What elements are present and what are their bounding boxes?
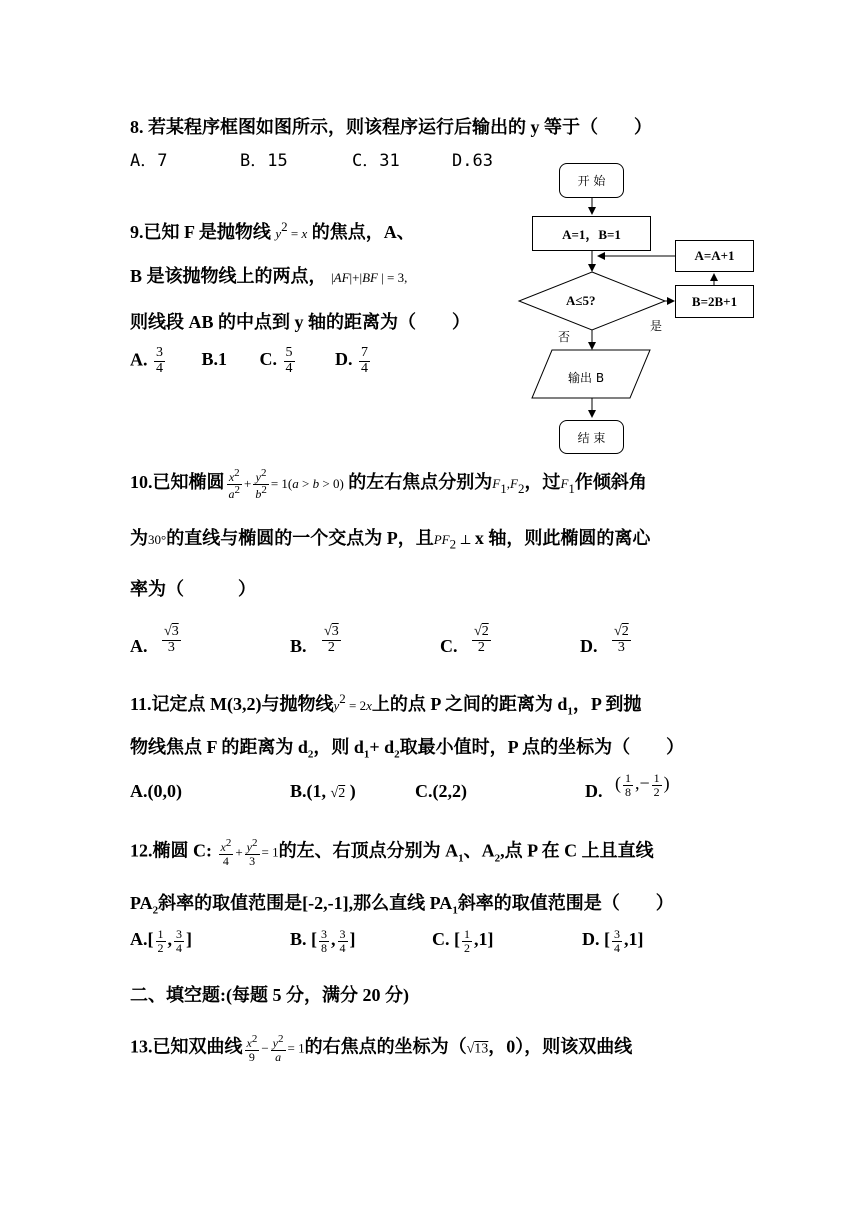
q9-line2: B 是该抛物线上的两点， |AF|+|BF | = 3, [130,266,408,286]
q12-option-b: B. [ $\frac{3}{8}$ , $\frac{3}{4}$ ] [290,927,356,955]
q10-text-1c: ，过 [524,472,561,493]
q10-options: A. √3 3 B. √3 2 C. √2 2 D. √2 3 [130,624,629,656]
q10-option-b: B. [290,636,307,656]
q12-option-d: D. [ $\frac{3}{4}$ ,1] [582,927,644,955]
q12-option-c: C. [ $\frac{1}{2}$ ,1] [432,927,494,955]
q13-text-1c: ，0），则该双曲线 [488,1036,633,1057]
q10-text-2b: 的直线与椭圆的一个交点为 P，且 [166,528,434,548]
q10-line3: 率为（ ） [130,579,256,599]
q11-line2: 物线焦点 F 的距离为 $d_2$，则 $d_1+ d_2$取最小值时，P 点的坐标为（ ） [130,737,685,761]
flowchart-output: 输出 B [568,371,605,385]
q10-text-1d: 作倾斜角 [574,472,647,493]
q12-line2: $PA_2$斜率的取值范围是[-2,-1],那么直线 $PA_1$斜率的取值范围是（ ） [130,893,674,917]
q8-stem: 8. 若某程序框图如图所示，则该程序运行后输出的 y 等于（ ） [130,117,652,137]
q11-text-1b: 上的点 P 之间的距离为 d [371,694,568,714]
q10-text-2a: 为 [130,528,148,548]
q8-option-d: D.63 [452,151,493,171]
q12-text-2b: 斜率的取值范围是[-2,-1],那么直线 PA [158,893,453,913]
q9-option-b: B.1 [201,349,228,370]
q9-option-d: D. [335,349,353,370]
q10-option-c: C. [440,636,458,656]
q11-text-1c: ，P 到抛 [572,694,642,714]
q12-text-2c: 斜率的取值范围是（ ） [457,893,674,913]
q10-text-2c: x 轴，则此椭圆的离心 [474,528,651,548]
q8-option-a: A．7 [130,151,168,171]
q9-line1: 9.已知 F 是抛物线 $y^2 = x$ 的焦点，A、 [130,219,415,242]
q9-line3: 则线段 AB 的中点到 y 轴的距离为（ ） [130,312,471,332]
q12-options [130,928,730,972]
flowchart-yes-label: 是 [650,319,663,333]
q11-option-d-value: ( $\frac{1}{8}$ ,− $\frac{1}{2}$ ) [615,771,670,799]
q9-options: A. $\frac{3}{4}$ B.1 C. $\frac{5}{4}$ D. $\frac{7}{4}$ [130,345,369,376]
q8-option-b: B．15 [240,151,288,171]
q11-option-d: D. [585,781,603,801]
q10-option-d: D. [580,636,598,656]
q11-text-2b: ，则 d [313,737,364,757]
flowchart-no-label: 否 [558,330,571,344]
q10-text-1a: 10.已知椭圆 [130,472,225,493]
q13-text-1b: 的右焦点的坐标为（ [304,1036,467,1057]
flowchart-step-b: B=2B+1 [675,285,754,318]
q12-text-2a: PA [130,893,153,913]
q12-text-1d: ,点 P 在 C 上且直线 [500,840,654,861]
q11-options [130,772,730,816]
q11-text-1a: 11.记定点 M(3,2)与抛物线 [130,694,334,714]
flowchart-init: A=1，B=1 [532,216,651,251]
flowchart-condition: A≤5? [566,293,596,308]
q10-text-1b: 的左右焦点分别为 [348,472,493,493]
q13-line1: 13.已知双曲线 $\frac{x^2}{9}$ − $\frac{y^2}{a}$ = 1的右焦点的坐标为（√13，0），则该双曲线 [130,1033,633,1064]
q9-text-1a: 9.已知 F 是抛物线 [130,222,271,242]
q11-text-2d: 取最小值时，P 点的坐标为（ ） [399,737,685,757]
q12-option-a: A.[ $\frac{1}{2}$ , $\frac{3}{4}$ ] [130,927,192,955]
flowchart-lines [0,0,860,460]
flowchart-start: 开 始 [559,163,624,198]
q12-text-1c: 、A [463,840,495,861]
q9-option-c: C. [259,349,278,370]
q10-line1: 10.已知椭圆 $\frac{x^2}{a^2}$ + $\frac{y^2}{b^2}$ = 1(a > b > 0) 的左右焦点分别为$F_1,F_2$，过$F_1$作倾斜角 [130,467,647,501]
q9-text-1b: 的焦点，A、 [311,222,415,242]
q11-text-2c: + d [369,737,395,757]
q12-text-1b: 的左、右顶点分别为 A [278,840,459,861]
flowchart-end: 结 束 [559,420,624,454]
q12-text-1a: 12.椭圆 C: [130,840,212,861]
q10-line2: 为30°的直线与椭圆的一个交点为 P，且$PF_2$ ⊥ x 轴，则此椭圆的离心 [130,528,651,552]
flowchart-step-a: A=A+1 [675,240,754,272]
q11-option-b: B.(1, √2 ) [290,781,356,801]
q11-option-a: A.(0,0) [130,781,182,801]
q9-text-2a: B 是该抛物线上的两点， [130,266,327,286]
q11-line1: 11.记定点 M(3,2)与抛物线$y^2 = 2x$上的点 P 之间的距离为 $d_1$，P 到抛 [130,691,642,718]
q8-option-c: C．31 [352,151,400,171]
q12-line1: 12.椭圆 C: $\frac{x^2}{4}$ + $\frac{y^2}{3}$ = 1的左、右顶点分别为 $A_1$、$A_2$,点 P 在 C 上且直线 [130,837,654,868]
q10-option-a: A. [130,636,148,656]
section-title: 二、填空题:(每题 5 分，满分 20 分) [130,985,409,1005]
q11-option-c: C.(2,2) [415,781,467,801]
q9-option-a: A. [130,349,148,370]
q11-text-2a: 物线焦点 F 的距离为 d [130,737,308,757]
q13-text-1a: 13.已知双曲线 [130,1036,243,1057]
